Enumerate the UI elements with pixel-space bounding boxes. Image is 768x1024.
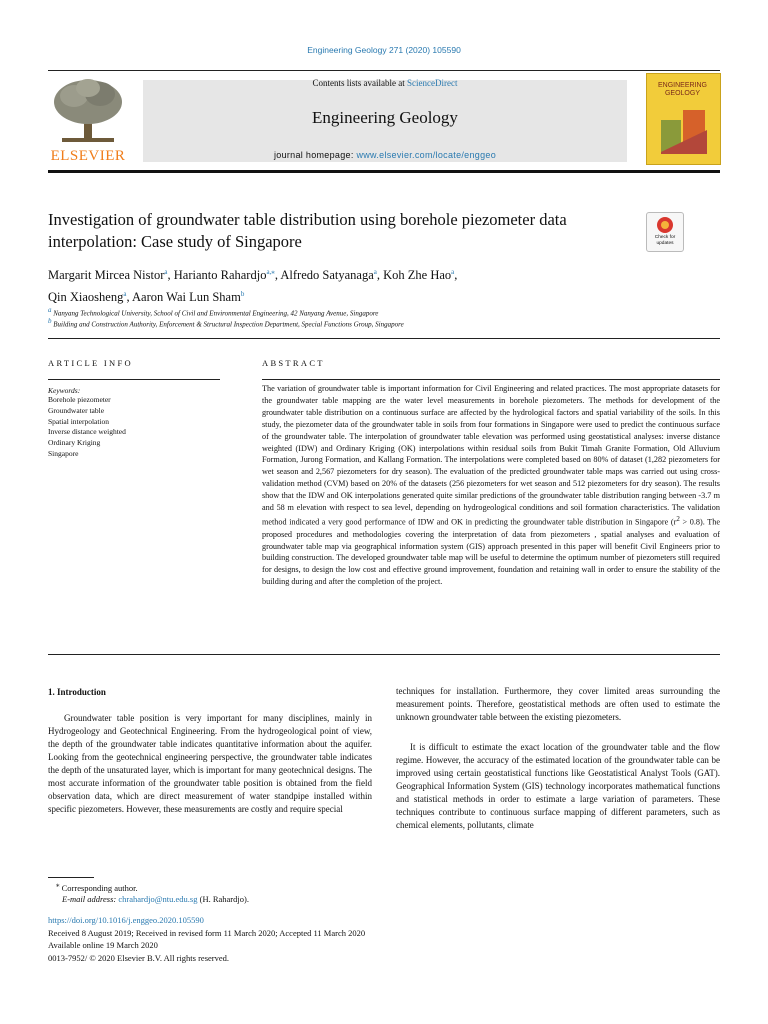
keyword-list	[48, 395, 126, 460]
author-name[interactable]: Alfredo Satyanaga	[280, 268, 374, 283]
intro-right-paragraph-1: techniques for installation. Furthermore, they cover limited areas surrounding the measurement points. Therefore, geostatistical methods are often used to estimate the unknown groundwater table between the existing piezometers.	[396, 686, 720, 722]
author-name[interactable]: Harianto Rahardjo	[173, 268, 267, 283]
affiliation-a	[48, 306, 688, 317]
email-note	[62, 894, 249, 904]
affiliation-mark: a	[48, 306, 52, 314]
keyword-item: Singapore	[48, 448, 79, 458]
email-label: E-mail address:	[62, 894, 117, 904]
affiliation-b	[48, 317, 688, 328]
contents-prefix: Contents lists available at	[312, 78, 407, 88]
author-affil-mark[interactable]: a	[164, 268, 168, 276]
info-top-rule	[48, 338, 720, 339]
author-name[interactable]: Margarit Mircea Nistor	[48, 268, 165, 283]
sciencedirect-link[interactable]: ScienceDirect	[407, 78, 458, 88]
section-heading-introduction: 1. Introduction	[48, 687, 106, 697]
author-affil-mark[interactable]: a,⁎	[266, 268, 275, 276]
contents-line	[143, 78, 627, 88]
authors-line-2: Qin Xiaosheng$^a$, Aaron Wai Lun Sham$^b$	[48, 290, 245, 305]
keyword-item: Spatial interpolation	[48, 416, 110, 426]
corresponding-author-note	[56, 881, 138, 893]
check-updates-icon	[656, 216, 674, 234]
author-affil-mark[interactable]: a	[123, 290, 127, 299]
authors-line-1: Margarit Mircea Nistor$^a$, Harianto Rahardjo$^{a,⁎}$, Alfredo Satyanaga$^a$, Koh Zhe Hao$^a$,	[48, 268, 458, 283]
article-info-rule	[48, 379, 220, 380]
corresponding-text: Corresponding author.	[61, 882, 138, 893]
elsevier-tree-icon	[48, 76, 128, 146]
footnote-rule	[48, 877, 94, 878]
paper-title: Investigation of groundwater table distribution using borehole piezometer data interpolation: Case study of Singapore	[48, 210, 567, 251]
copyright: 0013-7952/ © 2020 Elsevier B.V. All rights reserved.	[48, 952, 230, 963]
keyword-item: Borehole piezometer	[48, 395, 111, 404]
check-updates-label	[647, 235, 683, 246]
abstract-bottom-rule	[48, 654, 720, 655]
email-link[interactable]: chrahardjo@ntu.edu.sg	[118, 894, 198, 904]
publisher-name: ELSEVIER	[50, 148, 126, 164]
author-name[interactable]: Koh Zhe Hao	[383, 268, 452, 283]
keywords-label: Keywords:	[48, 386, 81, 395]
header-rule	[48, 70, 720, 71]
article-metadata	[48, 914, 365, 964]
cover-title	[646, 82, 719, 98]
elsevier-logo[interactable]	[48, 76, 128, 146]
cover-title-line2: GEOLOGY	[664, 90, 700, 97]
author-affil-mark[interactable]: a	[451, 268, 455, 276]
r-squared-exponent: 2	[676, 514, 680, 523]
affiliation-text: Nanyang Technological University, School of Civil and Environmental Engineering, 42 Nanyang Avenue, Singapore	[53, 309, 379, 318]
author-affil-mark[interactable]: b	[240, 290, 245, 299]
journal-citation[interactable]: Engineering Geology 271 (2020) 105590	[307, 45, 461, 55]
author-affil-mark[interactable]: a	[373, 268, 377, 276]
keyword-item: Groundwater table	[48, 405, 105, 415]
email-suffix: (H. Rahardjo).	[199, 894, 249, 904]
check-updates-line2: updates	[656, 240, 674, 246]
keyword-item: Inverse distance weighted	[48, 427, 126, 437]
abstract-heading: ABSTRACT	[262, 358, 325, 368]
intro-left-paragraph: Groundwater table position is very important for many disciplines, mainly in Hydrogeology and Geotechnical Engineering. From the hydrogeological point of view, the depth of the groundwater table indicates quantitative information about the aquifer. Looking from the geotechnical engineering perspective, the groundwater table indicates the depth of the unsaturated layer, which is important for many geotechnical designs. The most accurate information of the groundwater table position is obtained from the field observation data, which are direct measurement of water standpipe installed within specific piezometers. However, these measurements are costly and require special	[48, 713, 372, 814]
homepage-link[interactable]: www.elsevier.com/locate/enggeo	[356, 150, 497, 160]
abstract-part-1: The variation of groundwater table is important information for Civil Engineering and related practices. The most appropriate datasets for the groundwater table mapping are the water level measurements in borehole piezometers. The methods for development of the groundwater table distribution on a continuous surface are affected by the hydrological factors and spatial variability of the soils. In this study, the piezometer data of the groundwater table in soils from four formations in Singapore were used to predict the continuous surface of the groundwater table. The interpolation of groundwater table elevation was performed using geostatistical analyses: inverse distance weighted (IDW) and Ordinary Kriging (OK) interpolations within residual soils from Bukit Timah Granite Formation, Old Alluvium Formation, Jurong Formation, and Kallang Formation. The interpolations were completed based on 80% of dataset (1,282 piezometers for wet season and 2,567 piezometers for dry season). The evaluation of the predicted groundwater table maps was carried out using cross-validation method (CVM) based on 20% of the datasets (256 piezometers for wet season and 512 piezometers for dry season). The results show that the IDW and OK interpolations generated quite similar predictions of the groundwater table distribution ranging between -3.7 m and 58 m elevation with respect to sea level, depending on hydrogeological conditions and soil formation characteristics. The validation method indicated a very good performance of IDW and OK in predicting the groundwater table distribution in Singapore (r	[262, 384, 720, 527]
cover-art-icon	[661, 110, 707, 154]
cover-title-line1: ENGINEERING	[657, 82, 707, 89]
homepage-prefix: journal homepage:	[273, 150, 357, 160]
article-info-heading: ARTICLE INFO	[48, 358, 133, 368]
check-for-updates-button[interactable]	[646, 212, 684, 252]
affiliation-text: Building and Construction Authority, Enforcement & Structural Inspection Department, Special Functions Group, Singapore	[53, 320, 404, 329]
corresponding-mark: ⁎	[56, 881, 60, 889]
keyword-item: Ordinary Kriging	[48, 438, 101, 448]
abstract-text	[262, 383, 720, 588]
affiliation-mark: b	[48, 317, 52, 325]
abstract-rule	[262, 379, 720, 380]
header-bottom-rule	[48, 170, 720, 173]
intro-right-paragraph-2: It is difficult to estimate the exact location of the groundwater table and the flow regime. However, the accuracy of the estimated location of the groundwater table can be improved using certain geostatistical functions like Geostatistical Analyst Tools (GAT). Geographical Information System (GIS) technology incorporates mathematical functions and statistical methods in order to estimate a large variation of parameters. These techniques contribute to continuous surface mapping of different parameters, such as chemical elements, pollutants, climate	[396, 742, 720, 830]
author-name[interactable]: Aaron Wai Lun Sham	[132, 290, 241, 305]
author-name[interactable]: Qin Xiaosheng	[48, 290, 124, 305]
received-dates: Received 8 August 2019; Received in revised form 11 March 2020; Accepted 11 March 2020	[48, 927, 366, 938]
journal-homepage	[143, 150, 627, 160]
author-list	[48, 263, 648, 307]
available-online: Available online 19 March 2020	[48, 940, 158, 950]
abstract-part-2: > 0.8). The proposed procedures and methodologies covering the interpretation of data from piezometers , spatial analyses and evaluation of groundwater table map via geographical information system (GIS) approach presented in this paper will benefit Civil Engineers prior to building construction. The developed groundwater table map will be useful to determine the optimum number of piezometers still required for designs, to design the low cost and effective ground improvement, foundation and retaining wall in order to ensure the stability of the building during and after the completion of the project.	[262, 517, 720, 587]
check-updates-line1: Check for	[654, 235, 676, 240]
doi-link[interactable]: https://doi.org/10.1016/j.enggeo.2020.105590	[48, 915, 204, 925]
journal-title: Engineering Geology	[312, 108, 458, 127]
